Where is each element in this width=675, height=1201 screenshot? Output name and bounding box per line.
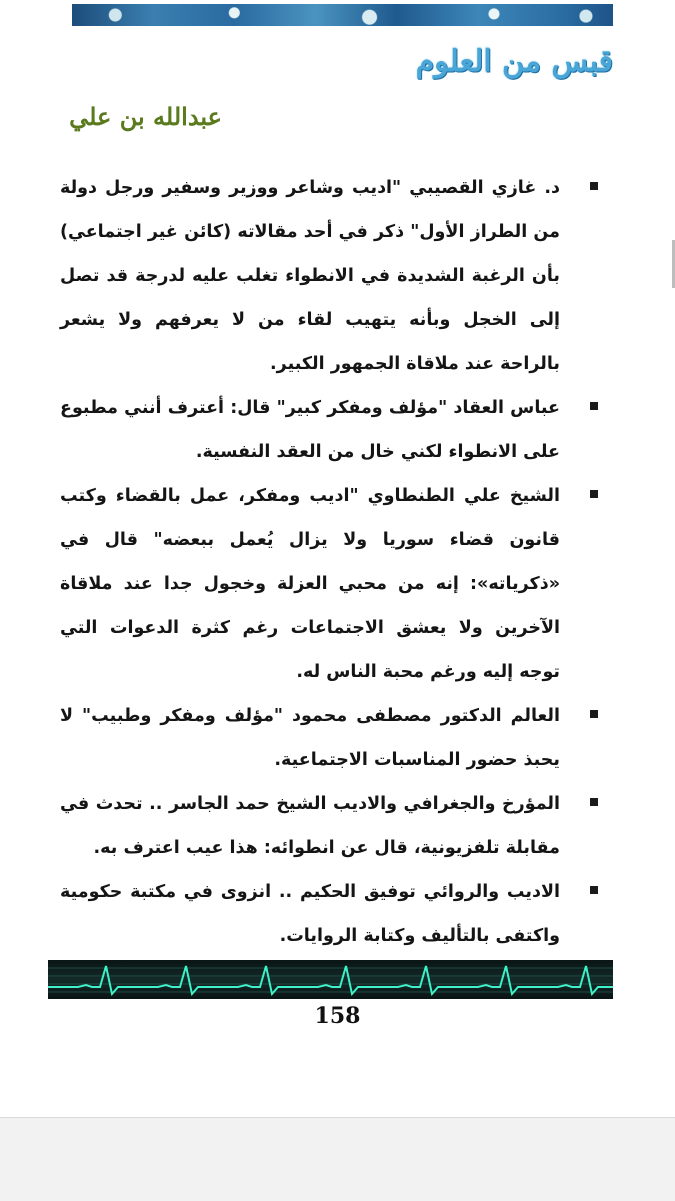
square-bullet-icon [590,710,598,718]
square-bullet-icon [590,182,598,190]
bullet-list [60,166,600,958]
square-bullet-icon [590,402,598,410]
list-item-text: الاديب والروائي توفيق الحكيم .. انزوى في مكتبة حكومية واكتفى بالتأليف وكتابة الروايات. [60,882,560,946]
header-decorative-banner [72,4,613,26]
page-number: 158 [314,1003,361,1029]
list-item-text: د. غازي القصيبي "اديب وشاعر ووزير وسفير ورجل دولة من الطراز الأول" ذكر في أحد مقالاته (كائن غير اجتماعي) بأن الرغبة الشديدة في الانطواء تغلب عليه لدرجة قد تصل إلى الخجل وبأنه يتهيب لقاء من لا يعرفهم ولا يشعر بالراحة عند ملاقاة الجمهور الكبير. [60,178,560,374]
square-bullet-icon [590,886,598,894]
section-title: قبس من العلوم [415,44,613,79]
author-name: عبدالله بن علي [69,102,222,131]
list-item-text: الشيخ علي الطنطاوي "اديب ومفكر، عمل بالقضاء وكتب قانون قضاء سوريا ولا يزال يُعمل ببعضه" قال في «ذكرياته»: إنه من محبي العزلة وخجول جدا عند ملاقاة الآخرين ولا يعشق الاجتماعات رغم كثرة الدعوات التي توجه إليه ورغم محبة الناس له. [60,486,560,682]
square-bullet-icon [590,798,598,806]
list-item [60,474,600,694]
list-item [60,870,600,958]
heartbeat-line-icon [48,960,613,999]
list-item [60,782,600,870]
square-bullet-icon [590,490,598,498]
list-item-text: العالم الدكتور مصطفى محمود "مؤلف ومفكر وطبيب" لا يحبذ حضور المناسبات الاجتماعية. [60,706,560,770]
list-item-text: المؤرخ والجغرافي والاديب الشيخ حمد الجاسر .. تحدث في مقابلة تلفزيونية، قال عن انطوائه: هذا عيب اعترف به. [60,794,560,858]
list-item [60,386,600,474]
list-item [60,166,600,386]
footer-heartbeat-banner [48,960,613,999]
list-item [60,694,600,782]
list-item-text: عباس العقاد "مؤلف ومفكر كبير" قال: أعترف أنني مطبوع على الانطواء لكني خال من العقد النفسية. [60,398,560,462]
viewer-bottom-bar [0,1117,675,1201]
